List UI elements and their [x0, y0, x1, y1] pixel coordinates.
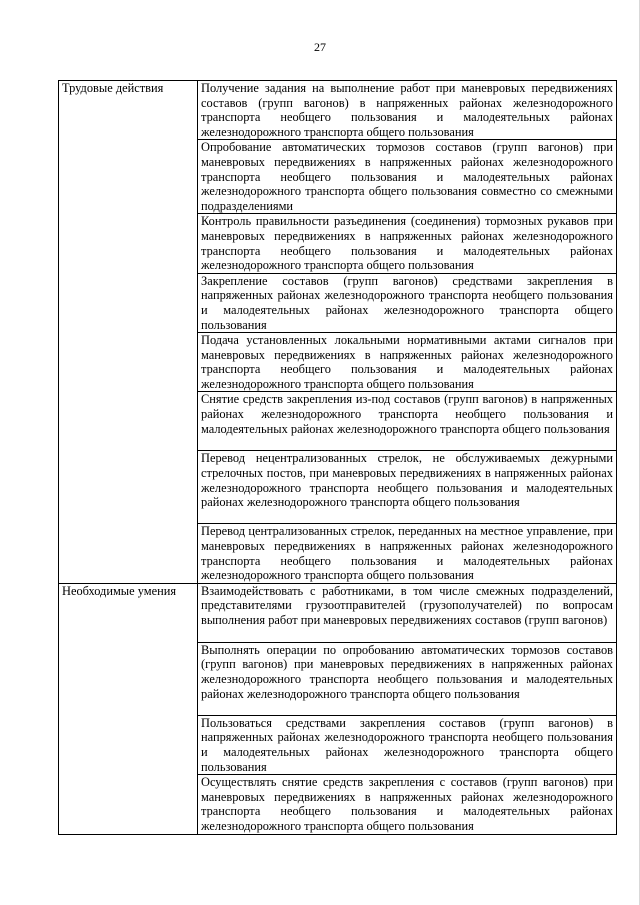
labor-action-item: Перевод централизованных стрелок, переданных на местное управление, при маневровых передвижениях в напряженных районах железнодорожного транспорта необщего пользования и малодеятельных районах железнодорожного транспорта общего пользования: [198, 524, 617, 583]
section-label-required-skills: Необходимые умения: [59, 583, 198, 834]
labor-action-item: Подача установленных локальными нормативными актами сигналов при маневровых передвижениях в напряженных районах железнодорожного транспорта необщего пользования и малодеятельных районах железнодорожного транспорта общего пользования: [198, 333, 617, 392]
section-label-labor-actions: Трудовые действия: [59, 81, 198, 584]
required-skill-item: Осуществлять снятие средств закрепления с составов (групп вагонов) при маневровых передвижениях в напряженных районах железнодорожного транспорта необщего пользования и малодеятельных районах железнодорожного транспорта общего пользования: [198, 775, 617, 834]
required-skill-item: Взаимодействовать с работниками, в том числе смежных подразделений, представителями грузоотправителей (грузополучателей) по вопросам выполнения работ при маневровых передвижениях составов (групп вагонов): [198, 583, 617, 642]
labor-action-item: Закрепление составов (групп вагонов) средствами закрепления в напряженных районах железнодорожного транспорта необщего пользования и малодеятельных районах железнодорожного транспорта общего пользования: [198, 273, 617, 332]
qualification-table: [58, 80, 617, 835]
labor-action-item: Перевод нецентрализованных стрелок, не обслуживаемых дежурными стрелочных постов, при маневровых передвижениях в напряженных районах железнодорожного транспорта необщего пользования и малодеятельных районах железнодорожного транспорта общего пользования: [198, 451, 617, 524]
required-skill-item: Выполнять операции по опробованию автоматических тормозов составов (групп вагонов) при маневровых передвижениях в напряженных районах железнодорожного транспорта необщего пользования и малодеятельных районах железнодорожного транспорта общего пользования: [198, 642, 617, 715]
labor-action-item: Получение задания на выполнение работ при маневровых передвижениях составов (групп вагонов) в напряженных районах железнодорожного транспорта необщего пользования и малодеятельных районах железнодорожного транспорта общего пользования: [198, 81, 617, 140]
labor-action-item: Контроль правильности разъединения (соединения) тормозных рукавов при маневровых передвижениях в напряженных районах железнодорожного транспорта необщего пользования и малодеятельных районах железнодорожного транспорта общего пользования: [198, 214, 617, 273]
labor-action-item: Опробование автоматических тормозов составов (групп вагонов) при маневровых передвижениях в напряженных районах железнодорожного транспорта необщего пользования и малодеятельных районах железнодорожного транспорта общего пользования совместно со смежными подразделениями: [198, 140, 617, 214]
page-number: 27: [314, 40, 326, 54]
labor-action-item: Снятие средств закрепления из-под составов (групп вагонов) в напряженных районах железнодорожного транспорта необщего пользования и малодеятельных районах железнодорожного транспорта общего пользования: [198, 392, 617, 451]
table-row: [59, 81, 617, 140]
table-row: [59, 583, 617, 642]
required-skill-item: Пользоваться средствами закрепления составов (групп вагонов) в напряженных районах железнодорожного транспорта необщего пользования и малодеятельных районах железнодорожного транспорта общего пользования: [198, 715, 617, 774]
